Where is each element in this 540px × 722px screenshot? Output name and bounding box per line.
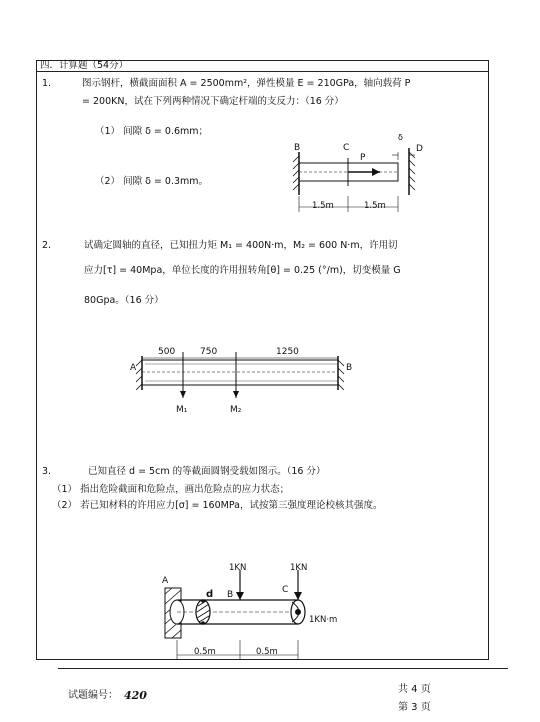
q3-line3: （2） 若已知材料的许用应力[σ] = 160MPa，试按第三强度理论校核其强度。	[52, 500, 383, 511]
q3-label-a: A	[162, 576, 169, 586]
q3-line1: 已知直径 d = 5cm 的等截面圆钢受载如图示。（16 分）	[88, 466, 326, 477]
q1-label-d: D	[416, 144, 423, 154]
q1-line2: = 200KN，试在下列两种情况下确定杆端的支反力：（16 分）	[82, 96, 344, 107]
q2-label-b: B	[346, 363, 353, 373]
q2-line1: 试确定圆轴的直径，已知扭力矩 M₁ = 400N·m，M₂ = 600 N·m，许用切	[84, 240, 398, 251]
q3-dim2: 0.5m	[256, 647, 278, 657]
q2-label-a: A	[130, 363, 137, 373]
q1-case2: （2） 间隙 δ = 0.3mm。	[95, 176, 209, 187]
q2-label-m1: M₁	[176, 405, 188, 415]
section-title: 四．计算题（54分）	[40, 60, 129, 71]
q2-dim2: 750	[200, 347, 218, 357]
q3-label-d: d	[206, 589, 214, 600]
q1-label-b: B	[294, 143, 301, 153]
q3-moment: 1KN·m	[309, 615, 338, 625]
q2-dim3: 1250	[276, 347, 299, 357]
q3-load2: 1KN	[290, 563, 308, 573]
q1-label-delta: δ	[398, 133, 403, 142]
q3-dim1: 0.5m	[194, 647, 216, 657]
q1-dim2: 1.5m	[364, 201, 386, 211]
q2-label-m2: M₂	[230, 405, 242, 415]
q2-line2: 应力[τ] = 40Mpa，单位长度的许用扭转角[θ] = 0.25 (°/m)，切变模量 G	[84, 265, 401, 276]
page-number: 第 3 页	[398, 702, 431, 713]
q3-line2: （1） 指出危险截面和危险点，画出危险点的应力状态；	[52, 484, 290, 495]
q3-load1: 1KN	[229, 563, 247, 573]
q1-label-c: C	[343, 143, 350, 153]
q2-dim1: 500	[158, 347, 176, 357]
q3-label-b: B	[227, 590, 234, 600]
q1-line1: 图示钢杆，横截面面积 A = 2500mm²，弹性模量 E = 210GPa，轴向载荷 P	[82, 78, 411, 89]
q2-number: 2.	[42, 240, 52, 251]
q2-line3: 80Gpa。（16 分）	[84, 295, 164, 306]
footer-rule	[58, 668, 508, 669]
exam-code-value: 420	[124, 689, 147, 702]
q1-case1: （1） 间隙 δ = 0.6mm；	[95, 126, 209, 137]
q3-label-c: C	[282, 585, 289, 595]
q1-number: 1.	[42, 78, 52, 89]
exam-code-label: 试题编号：	[68, 690, 118, 701]
q3-number: 3.	[42, 466, 52, 477]
q1-dim1: 1.5m	[312, 201, 334, 211]
q1-label-p: P	[360, 153, 366, 163]
page-total: 共 4 页	[398, 684, 431, 695]
